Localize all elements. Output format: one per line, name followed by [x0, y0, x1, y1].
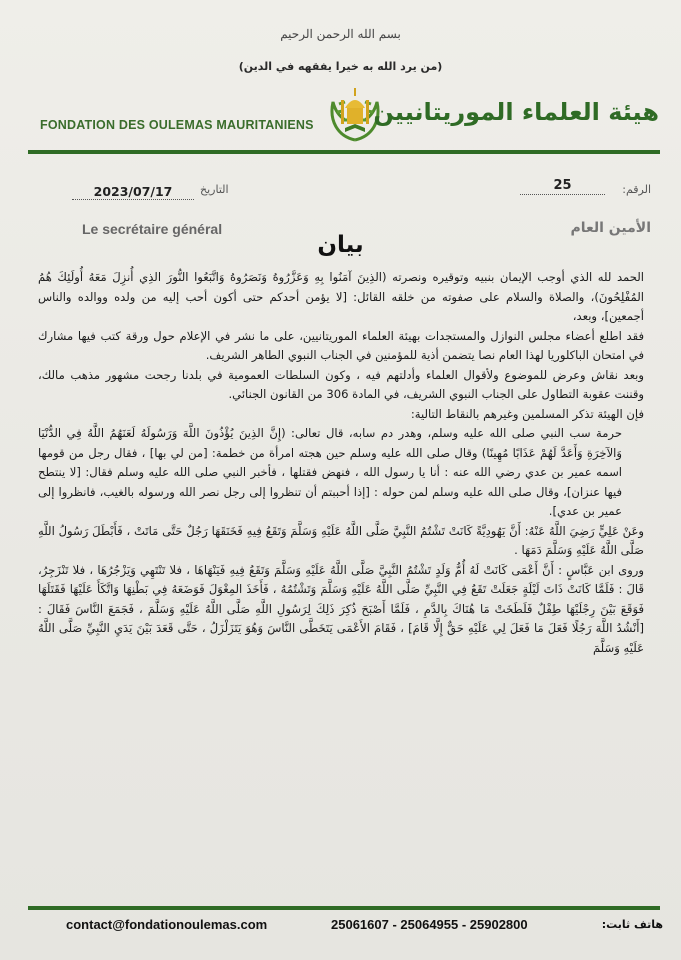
secretary-title-arabic: الأمين العام: [570, 220, 651, 236]
date-value: 2023/07/17: [72, 184, 194, 200]
statement-title: بيان: [317, 232, 364, 258]
contact-phones: 25061607 - 25064955 - 25902800: [331, 917, 528, 932]
org-name-arabic: هيئة العلماء الموريتانيين: [373, 98, 659, 126]
point-item: وروى ابن عَبَّاسٍ : أَنَّ أَعْمَى كَانَتْ لَهُ أُمُّ وَلَدٍ تَشْتُمُ النَّبِيَّ صَلَّى اللَّهُ عَلَيْهِ وَسَلَّمَ وَتَقَعُ فِيهِ فَيَنْهَاهَا ، فلا تَنْتَهِي وَيَزْجُرُهَا ، فلا تَنْزَجِرُ، قَالَ : فَلَمَّا كَانَتْ ذَاتَ لَيْلَةٍ جَعَلَتْ تَقَعُ فِي النَّبِيِّ صَلَّى اللَّهُ عَلَيْهِ وَسَلَّمَ وَتَشْتُمُهُ ، فَأَخَذَ المِغْوَلَ فَوَضَعَهُ فِي بَطْنِهَا وَاتَّكَأَ عَلَيْهَا فَقَتَلَهَا فَوَقَعَ بَيْنَ رِجْلَيْهَا طِفْلٌ فَلَطَخَتْ مَا هُنَاكَ بِالدَّمِ ، فَلَمَّا أَصْبَحَ ذُكِرَ ذَلِكَ لِرَسُولِ اللَّهِ صَلَّى اللَّهُ عَلَيْهِ وَسَلَّمَ ، فَجَمَعَ النَّاسَ فَقَالَ : [أَنْشُدُ اللَّهَ رَجُلًا فَعَلَ مَا فَعَلَ لِي عَلَيْهِ حَقٌّ إِلَّا قَامَ] ، فَقَامَ الأَعْمَى يَتَخَطَّى النَّاسَ وَهُوَ يَتَزَلْزَلُ ، حَتَّى قَعَدَ بَيْنَ يَدَيِ النَّبِيِّ صَلَّى اللَّهُ عَلَيْهِ وَسَلَّمَ: [38, 562, 644, 655]
point-item: حرمة سب النبي صلى الله عليه وسلم، وهدر دم سابه، قال تعالى: (إِنَّ الذِينَ يُؤْذُونَ اللَّهَ وَرَسُولَهُ لَعَنَهُمُ اللَّهُ فِي الدُّنْيَا وَالآخِرَةِ وَأَعَدَّ لَهُمْ عَذَابًا مُهِينًا) وقال صلى الله عليه وسلم حين هجته امرأة من خطمة: [من لي بها] ، فقال رجل من قومها اسمه عمير بن عدي رضي الله عنه : أنا يا رسول الله ، فنهض فقتلها ، فأخبر النبي صلى الله عليه وسلم فقال: [لا ينتطح فيها عنزان]، وقال صلى الله عليه وسلم لمن حوله : [إذا أحببتم أن تنظروا إلى رجل نصر الله ورسوله بالغيب، فانظروا إلى عمير بن عدي].: [38, 426, 622, 518]
body-paragraph: وبعد نقاش وعرض للموضوع ولأقوال العلماء وأدلتهم فيه ، وكون السلطات العمومية في بلدنا رجحت مشهور مذهب مالك، وقننت عقوبة التطاول على الجناب النبوي الشريف، في المادة 306 من القانون الجنائي.: [38, 367, 644, 401]
date-label: التاريخ: [200, 183, 229, 196]
body-paragraph: فقد اطلع أعضاء مجلس النوازل والمستجدات بهيئة العلماء الموريتانيين، على ما نشر في الإعلام حول ورقة كتب فيها مشارك في امتحان الباكلوريا لهذا العام نصا يتضمن أذية للمؤمنين في الجناب النبوي الطاهر الشريف.: [38, 328, 644, 362]
contact-email[interactable]: contact@fondationoulemas.com: [66, 917, 268, 932]
ref-number: 25: [520, 178, 605, 195]
body-paragraph: الحمد لله الذي أوجب الإيمان بنبيه وتوقيره ونصرته (الذِينَ آمَنُوا بِهِ وَعَزَّرُوهُ وَنَصَرُوهُ وَاتَّبَعُوا النُّورَ الذِي أُنزِلَ مَعَهُ أُولَئِكَ هُمُ المُفْلِحُونَ)، والصلاة والسلام على صفوته من خلقه القائل: [لا يؤمن أحدكم حتى أكون أحب إليه من ولده ووالده والناس أجمعين]، وبعد،: [38, 270, 644, 323]
phone-label: هاتف ثابت:: [601, 918, 663, 931]
header-hadith: (من يرد الله به خيرا يفقهه في الدين): [238, 60, 443, 73]
body-paragraph: فإن الهيئة تذكر المسلمين وغيرهم بالنقاط التالية:: [410, 406, 644, 421]
footer-divider: [28, 906, 660, 910]
statement-body: [38, 268, 644, 658]
basmala: بسم الله الرحمن الرحيم: [280, 27, 401, 41]
org-name-french: FONDATION DES OULEMAS MAURITANIENS: [40, 118, 314, 132]
header-divider: [28, 150, 660, 154]
point-item: وعَنْ عَلِيٍّ رَضِيَ اللَّهُ عَنْهُ: أَنَّ يَهُودِيَّةً كَانَتْ تَشْتُمُ النَّبِيَّ صَلَّى اللَّهُ عَلَيْهِ وَسَلَّمَ وَتَقَعُ فِيهِ فَخَنَقَهَا رَجُلٌ حَتَّى مَاتَتْ ، فَأَبْطَلَ رَسُولُ اللَّهِ صَلَّى اللَّهُ عَلَيْهِ وَسَلَّمَ دَمَهَا .: [38, 523, 644, 557]
secretary-title-french: Le secrétaire général: [82, 221, 223, 237]
ref-label: الرقم:: [622, 183, 651, 196]
